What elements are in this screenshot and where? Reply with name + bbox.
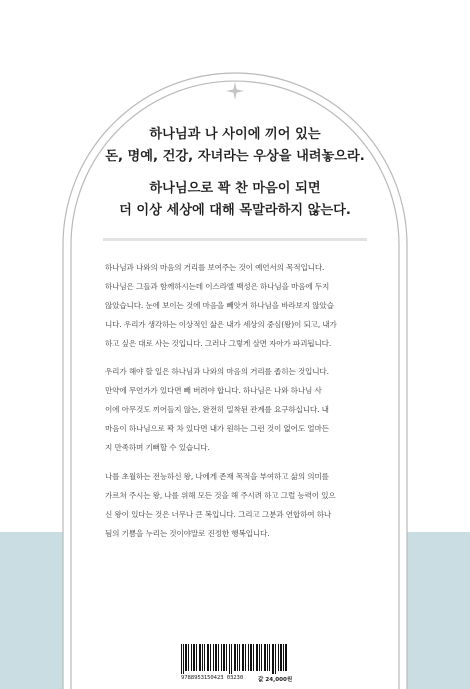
paragraph-line: 이에 아무것도 끼어들지 않는, 완전히 밀착된 관계를 요구하십니다. 내	[105, 405, 329, 414]
sparkle-star-icon	[226, 82, 244, 100]
paragraph-line: 하나님과 나와의 마음의 거리를 보여주는 것이 예언서의 목적입니다.	[105, 263, 325, 272]
headline-1-line-1: 하나님과 나 사이에 끼어 있는	[149, 127, 321, 142]
headline-block-2	[80, 178, 390, 222]
paragraph-line: 지 만족하며 기뻐할 수 있습니다.	[105, 443, 210, 452]
price-label: 값 24,000원	[258, 677, 293, 683]
paragraph-line: 신 왕이 있다는 것은 너무나 큰 복입니다. 그리고 그분과 연합하여 하나	[105, 510, 332, 519]
paragraph-line: 하나님은 그들과 함께하시는데 이스라엘 백성은 하나님을 마음에 두지	[105, 282, 330, 291]
paragraph-line: 나를 초월하는 전능하신 왕, 나에게 존재 목적을 부여하고 삶의 의미를	[105, 472, 329, 481]
paragraph-line: 마음이 하나님으로 꽉 차 있다면 내가 원하는 그런 것이 없어도 얼마든	[105, 424, 329, 433]
headline-block-1	[80, 124, 390, 168]
headline-2-line-2: 더 이상 세상에 대해 목말라하지 않는다.	[119, 203, 351, 218]
section-divider	[103, 238, 367, 241]
body-paragraph-1	[105, 258, 367, 353]
headline-2-line-1: 하나님으로 꽉 찬 마음이 되면	[149, 181, 321, 196]
paragraph-line: 만약에 무언가가 있다면 빼 버려야 합니다. 하나님은 나와 하나님 사	[105, 386, 322, 395]
paragraph-line: 하고 싶은 대로 사는 것입니다. 그러나 그렇게 살면 자아가 파괴됩니다.	[105, 339, 332, 348]
barcode-bars	[181, 644, 289, 674]
paragraph-line: 가르쳐 주시는 왕, 나를 위해 모든 것을 해 주시려 하고 그럴 능력이 있으	[105, 491, 336, 500]
headline-1-line-2: 돈, 명예, 건강, 자녀라는 우상을 내려놓으라.	[105, 149, 365, 164]
body-paragraph-3	[105, 467, 367, 543]
body-paragraph-2	[105, 362, 367, 457]
isbn-number: 9788953150423 03230	[181, 675, 244, 681]
paragraph-line: 않았습니다. 눈에 보이는 것에 마음을 빼앗겨 하나님을 바라보지 않았습	[105, 301, 334, 310]
paragraph-line: 니다. 우리가 생각하는 이상적인 삶은 내가 세상의 중심(왕)이 되고, 내가	[105, 320, 337, 329]
paragraph-line: 됨의 기쁨을 누리는 것이야말로 진정한 행복입니다.	[105, 529, 270, 538]
paragraph-line: 우리가 해야 할 일은 하나님과 나와의 마음의 거리를 좁히는 것입니다.	[105, 367, 329, 376]
